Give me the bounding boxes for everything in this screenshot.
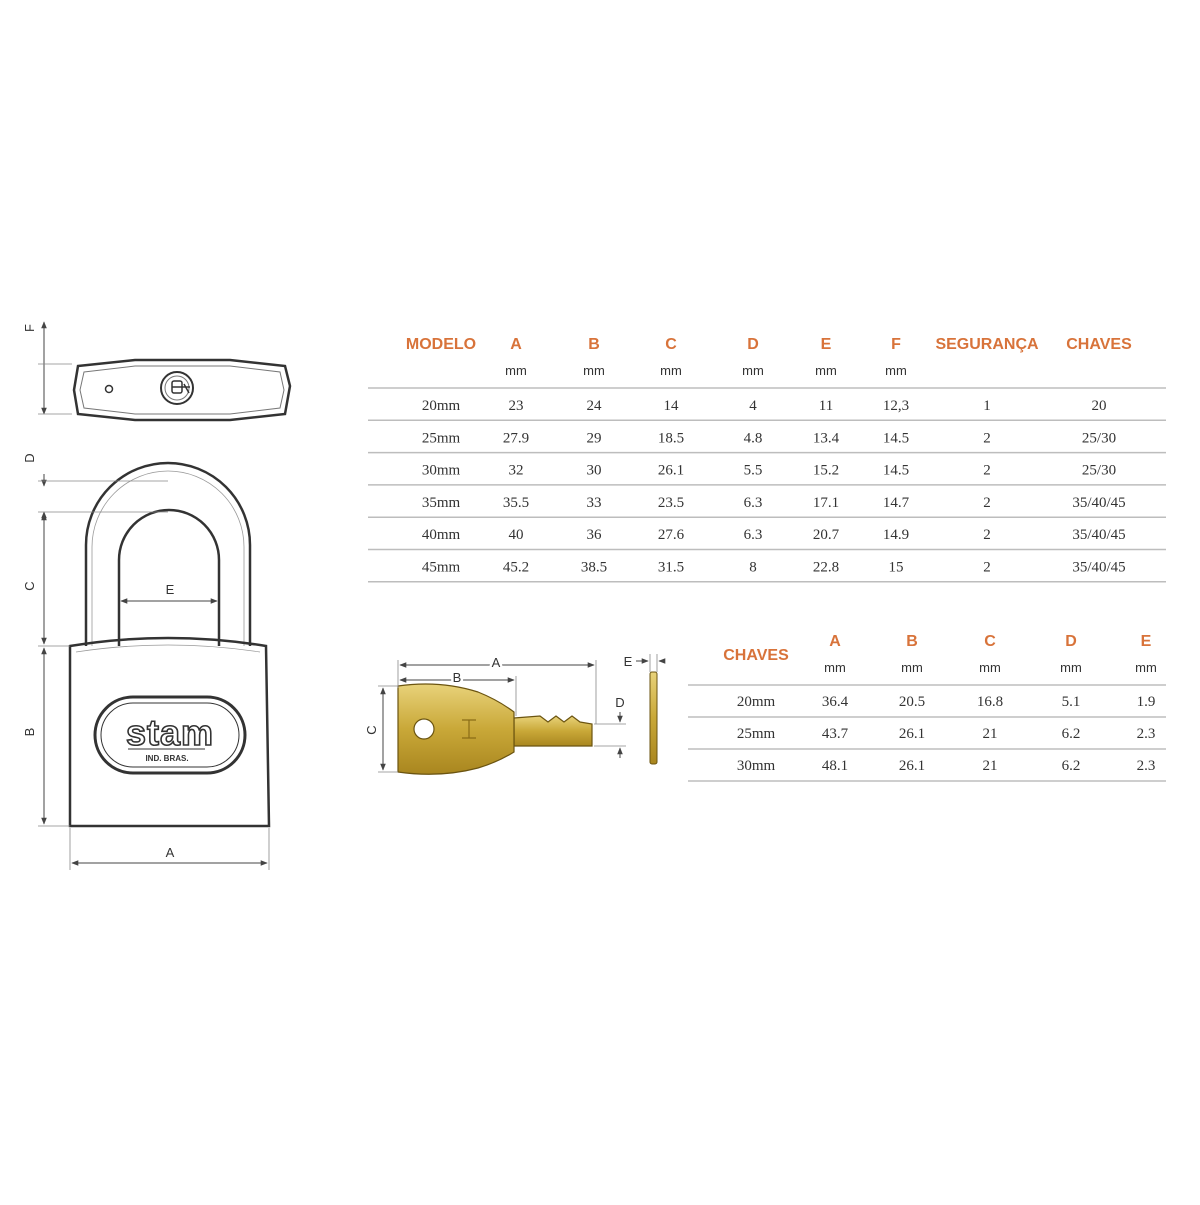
table-cell: 6.2 xyxy=(1061,726,1081,742)
label-f: F xyxy=(22,324,37,332)
table-cell: 35.5 xyxy=(502,494,530,511)
table-row xyxy=(688,726,1166,749)
keyhole-icon xyxy=(161,372,193,404)
key-dimension-d xyxy=(594,695,626,758)
key-dimension-e xyxy=(624,654,664,672)
table-cell: 20mm xyxy=(736,694,776,710)
table-cell: 45mm xyxy=(421,559,461,576)
table-cell: 36 xyxy=(586,527,602,544)
pin-hole-icon xyxy=(106,386,113,393)
col-header: E xyxy=(820,336,832,353)
table-cell: 35/40/45 xyxy=(1072,559,1126,576)
unit-label: mm xyxy=(824,660,846,675)
key-label-d: D xyxy=(615,695,625,710)
table-cell: 20 xyxy=(1091,398,1107,414)
unit-label: mm xyxy=(583,363,605,378)
dimension-f xyxy=(22,322,72,414)
col-header: C xyxy=(665,336,677,353)
table-cell: 32 xyxy=(508,462,524,479)
table-row xyxy=(368,463,1166,485)
dimension-b xyxy=(22,648,70,826)
table-row xyxy=(688,694,1166,717)
col-header: E xyxy=(1140,633,1152,650)
table-row xyxy=(688,758,1166,781)
table-cell: 14.7 xyxy=(882,494,910,511)
table-cell: 8 xyxy=(749,559,757,576)
table-cell: 15 xyxy=(888,559,904,576)
col-header: B xyxy=(588,336,600,353)
unit-label: mm xyxy=(660,363,682,378)
table-cell: 2 xyxy=(983,494,991,511)
table-cell: 38.5 xyxy=(580,559,608,576)
table-cell: 4 xyxy=(749,398,757,414)
dimension-a xyxy=(70,828,269,870)
col-header: D xyxy=(747,336,759,353)
dimension-e xyxy=(121,582,217,601)
table-cell: 27.9 xyxy=(502,430,530,447)
table-row xyxy=(368,398,1166,420)
key-side-view xyxy=(650,672,657,764)
key-label-b: B xyxy=(452,670,462,685)
table-cell: 5.1 xyxy=(1061,694,1081,710)
key-label-a: A xyxy=(491,655,501,670)
stam-logo xyxy=(95,697,245,773)
col-header: A xyxy=(510,336,522,353)
shackle xyxy=(86,463,250,646)
label-c: C xyxy=(22,581,37,591)
table-cell: 40mm xyxy=(421,527,461,544)
col-header: B xyxy=(906,633,918,650)
key-label-e: E xyxy=(623,654,633,669)
table-cell: 21 xyxy=(982,758,998,774)
table-cell: 16.8 xyxy=(976,694,1004,710)
table-cell: 48.1 xyxy=(821,758,849,774)
dimension-c xyxy=(22,514,70,646)
table-row xyxy=(368,560,1166,582)
table-cell: 26.1 xyxy=(898,726,926,742)
table-row xyxy=(368,527,1166,549)
table-cell: 20mm xyxy=(421,398,461,414)
label-d: D xyxy=(22,453,37,463)
label-e: E xyxy=(165,582,175,597)
table-cell: 5.5 xyxy=(743,462,763,479)
col-header: F xyxy=(891,336,901,353)
table-cell: 29 xyxy=(586,430,602,447)
table-cell: 23 xyxy=(508,398,524,414)
unit-label: mm xyxy=(505,363,527,378)
table-cell: 25mm xyxy=(421,430,461,447)
key-hole-icon xyxy=(414,719,434,739)
table-cell: 14 xyxy=(663,398,679,414)
table-cell: 13.4 xyxy=(812,430,840,447)
logo-brand: stam xyxy=(125,712,215,753)
table-cell: 36.4 xyxy=(821,694,849,710)
table-cell: 14.5 xyxy=(882,430,910,447)
table-cell: 14.9 xyxy=(882,527,910,544)
padlock-front-view xyxy=(70,463,269,826)
table-cell: 20.5 xyxy=(898,694,926,710)
table-cell: 25/30 xyxy=(1081,430,1117,447)
unit-label: mm xyxy=(885,363,907,378)
table-cell: 14.5 xyxy=(882,462,910,479)
table-cell: 24 xyxy=(586,398,602,414)
table-cell: 6.3 xyxy=(743,494,763,511)
key-dimensions-table xyxy=(688,633,1166,781)
table-cell: 21 xyxy=(982,726,998,742)
table-cell: 17.1 xyxy=(812,494,840,511)
table-cell: 1 xyxy=(983,398,991,414)
table-cell: 27.6 xyxy=(657,527,685,544)
table-cell: 2 xyxy=(983,462,991,479)
table-cell: 2.3 xyxy=(1136,758,1156,774)
table-cell: 43.7 xyxy=(821,726,849,742)
col-header: C xyxy=(984,633,996,650)
table-cell: 2 xyxy=(983,559,991,576)
table-cell: 15.2 xyxy=(812,462,840,479)
table-row xyxy=(368,495,1166,517)
table-row xyxy=(368,430,1166,452)
table-cell: 33 xyxy=(586,494,602,511)
table-cell: 6.3 xyxy=(743,527,763,544)
table-cell: 23.5 xyxy=(657,494,685,511)
table-cell: 25/30 xyxy=(1081,462,1117,479)
unit-label: mm xyxy=(1135,660,1157,675)
padlock-top-view xyxy=(74,360,290,420)
table-cell: 45.2 xyxy=(502,559,530,576)
key-dimension-c xyxy=(364,686,398,772)
label-b: B xyxy=(22,727,37,737)
table-cell: 31.5 xyxy=(657,559,685,576)
table-cell: 26.1 xyxy=(898,758,926,774)
table-cell: 40 xyxy=(508,527,524,544)
table-cell: 26.1 xyxy=(657,462,685,479)
table-cell: 11 xyxy=(818,398,834,414)
table-cell: 6.2 xyxy=(1061,758,1081,774)
key-drawing xyxy=(398,672,657,774)
col-header: MODELO xyxy=(405,336,477,353)
table-cell: 1.9 xyxy=(1136,694,1156,710)
unit-label: mm xyxy=(1060,660,1082,675)
col-header: CHAVES xyxy=(1066,336,1132,353)
unit-label: mm xyxy=(815,363,837,378)
unit-label: mm xyxy=(901,660,923,675)
key-blade xyxy=(514,716,592,746)
col-header: CHAVES xyxy=(723,647,789,664)
table-cell: 25mm xyxy=(736,726,776,742)
table-cell: 30 xyxy=(586,462,602,479)
table-cell: 2.3 xyxy=(1136,726,1156,742)
label-a: A xyxy=(165,845,175,860)
table-cell: 20.7 xyxy=(812,527,840,544)
table-cell: 30mm xyxy=(736,758,776,774)
table-cell: 2 xyxy=(983,527,991,544)
col-header: D xyxy=(1065,633,1077,650)
unit-label: mm xyxy=(979,660,1001,675)
table-cell: 35mm xyxy=(421,494,461,511)
table-cell: 30mm xyxy=(421,462,461,479)
table-cell: 2 xyxy=(983,430,991,447)
table-cell: 35/40/45 xyxy=(1072,527,1126,544)
key-label-c: C xyxy=(364,725,379,735)
table-cell: 12,3 xyxy=(882,398,910,414)
col-header: A xyxy=(829,633,841,650)
logo-sub: IND. BRAS. xyxy=(145,754,189,763)
table-cell: 35/40/45 xyxy=(1072,494,1126,511)
table-cell: 22.8 xyxy=(812,559,840,576)
padlock-dimensions-table xyxy=(368,336,1166,582)
table-cell: 18.5 xyxy=(657,430,685,447)
table-cell: 4.8 xyxy=(743,430,763,447)
unit-label: mm xyxy=(742,363,764,378)
col-header: SEGURANÇA xyxy=(935,336,1039,353)
